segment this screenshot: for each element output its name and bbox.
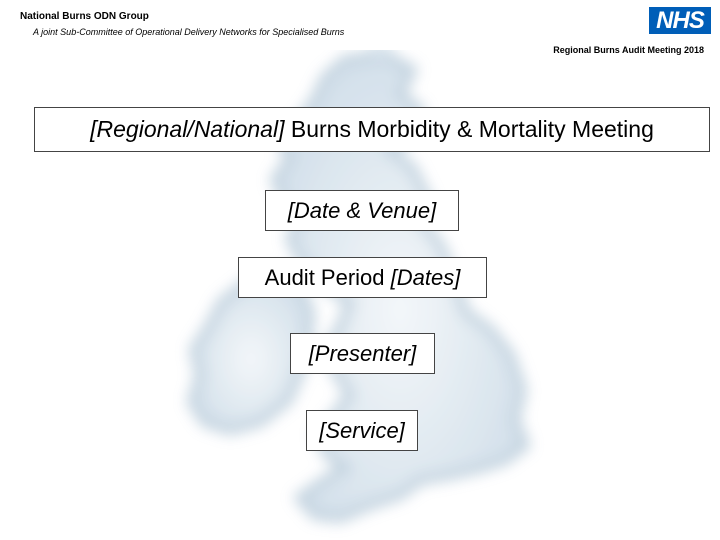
- presenter-box: [290, 333, 435, 374]
- meeting-title: Burns Morbidity & Mortality Meeting: [284, 116, 654, 142]
- presenter: [Presenter]: [308, 340, 417, 366]
- date-venue-box: [265, 190, 459, 231]
- meeting-label: Regional Burns Audit Meeting 2018: [553, 45, 704, 55]
- audit-dates: [Dates]: [390, 264, 461, 290]
- audit-period-label: Audit Period: [264, 264, 391, 290]
- service-box: [306, 410, 418, 451]
- org-title: National Burns ODN Group: [20, 11, 149, 22]
- date-venue: [Date & Venue]: [287, 197, 437, 223]
- org-subtitle: A joint Sub-Committee of Operational Delivery Networks for Specialised Burns: [33, 27, 345, 37]
- meeting-title-box: [34, 107, 710, 152]
- nhs-logo: NHS: [649, 7, 711, 34]
- meeting-scope: [Regional/National]: [90, 116, 285, 142]
- audit-period-box: [238, 257, 487, 298]
- service: [Service]: [319, 417, 405, 443]
